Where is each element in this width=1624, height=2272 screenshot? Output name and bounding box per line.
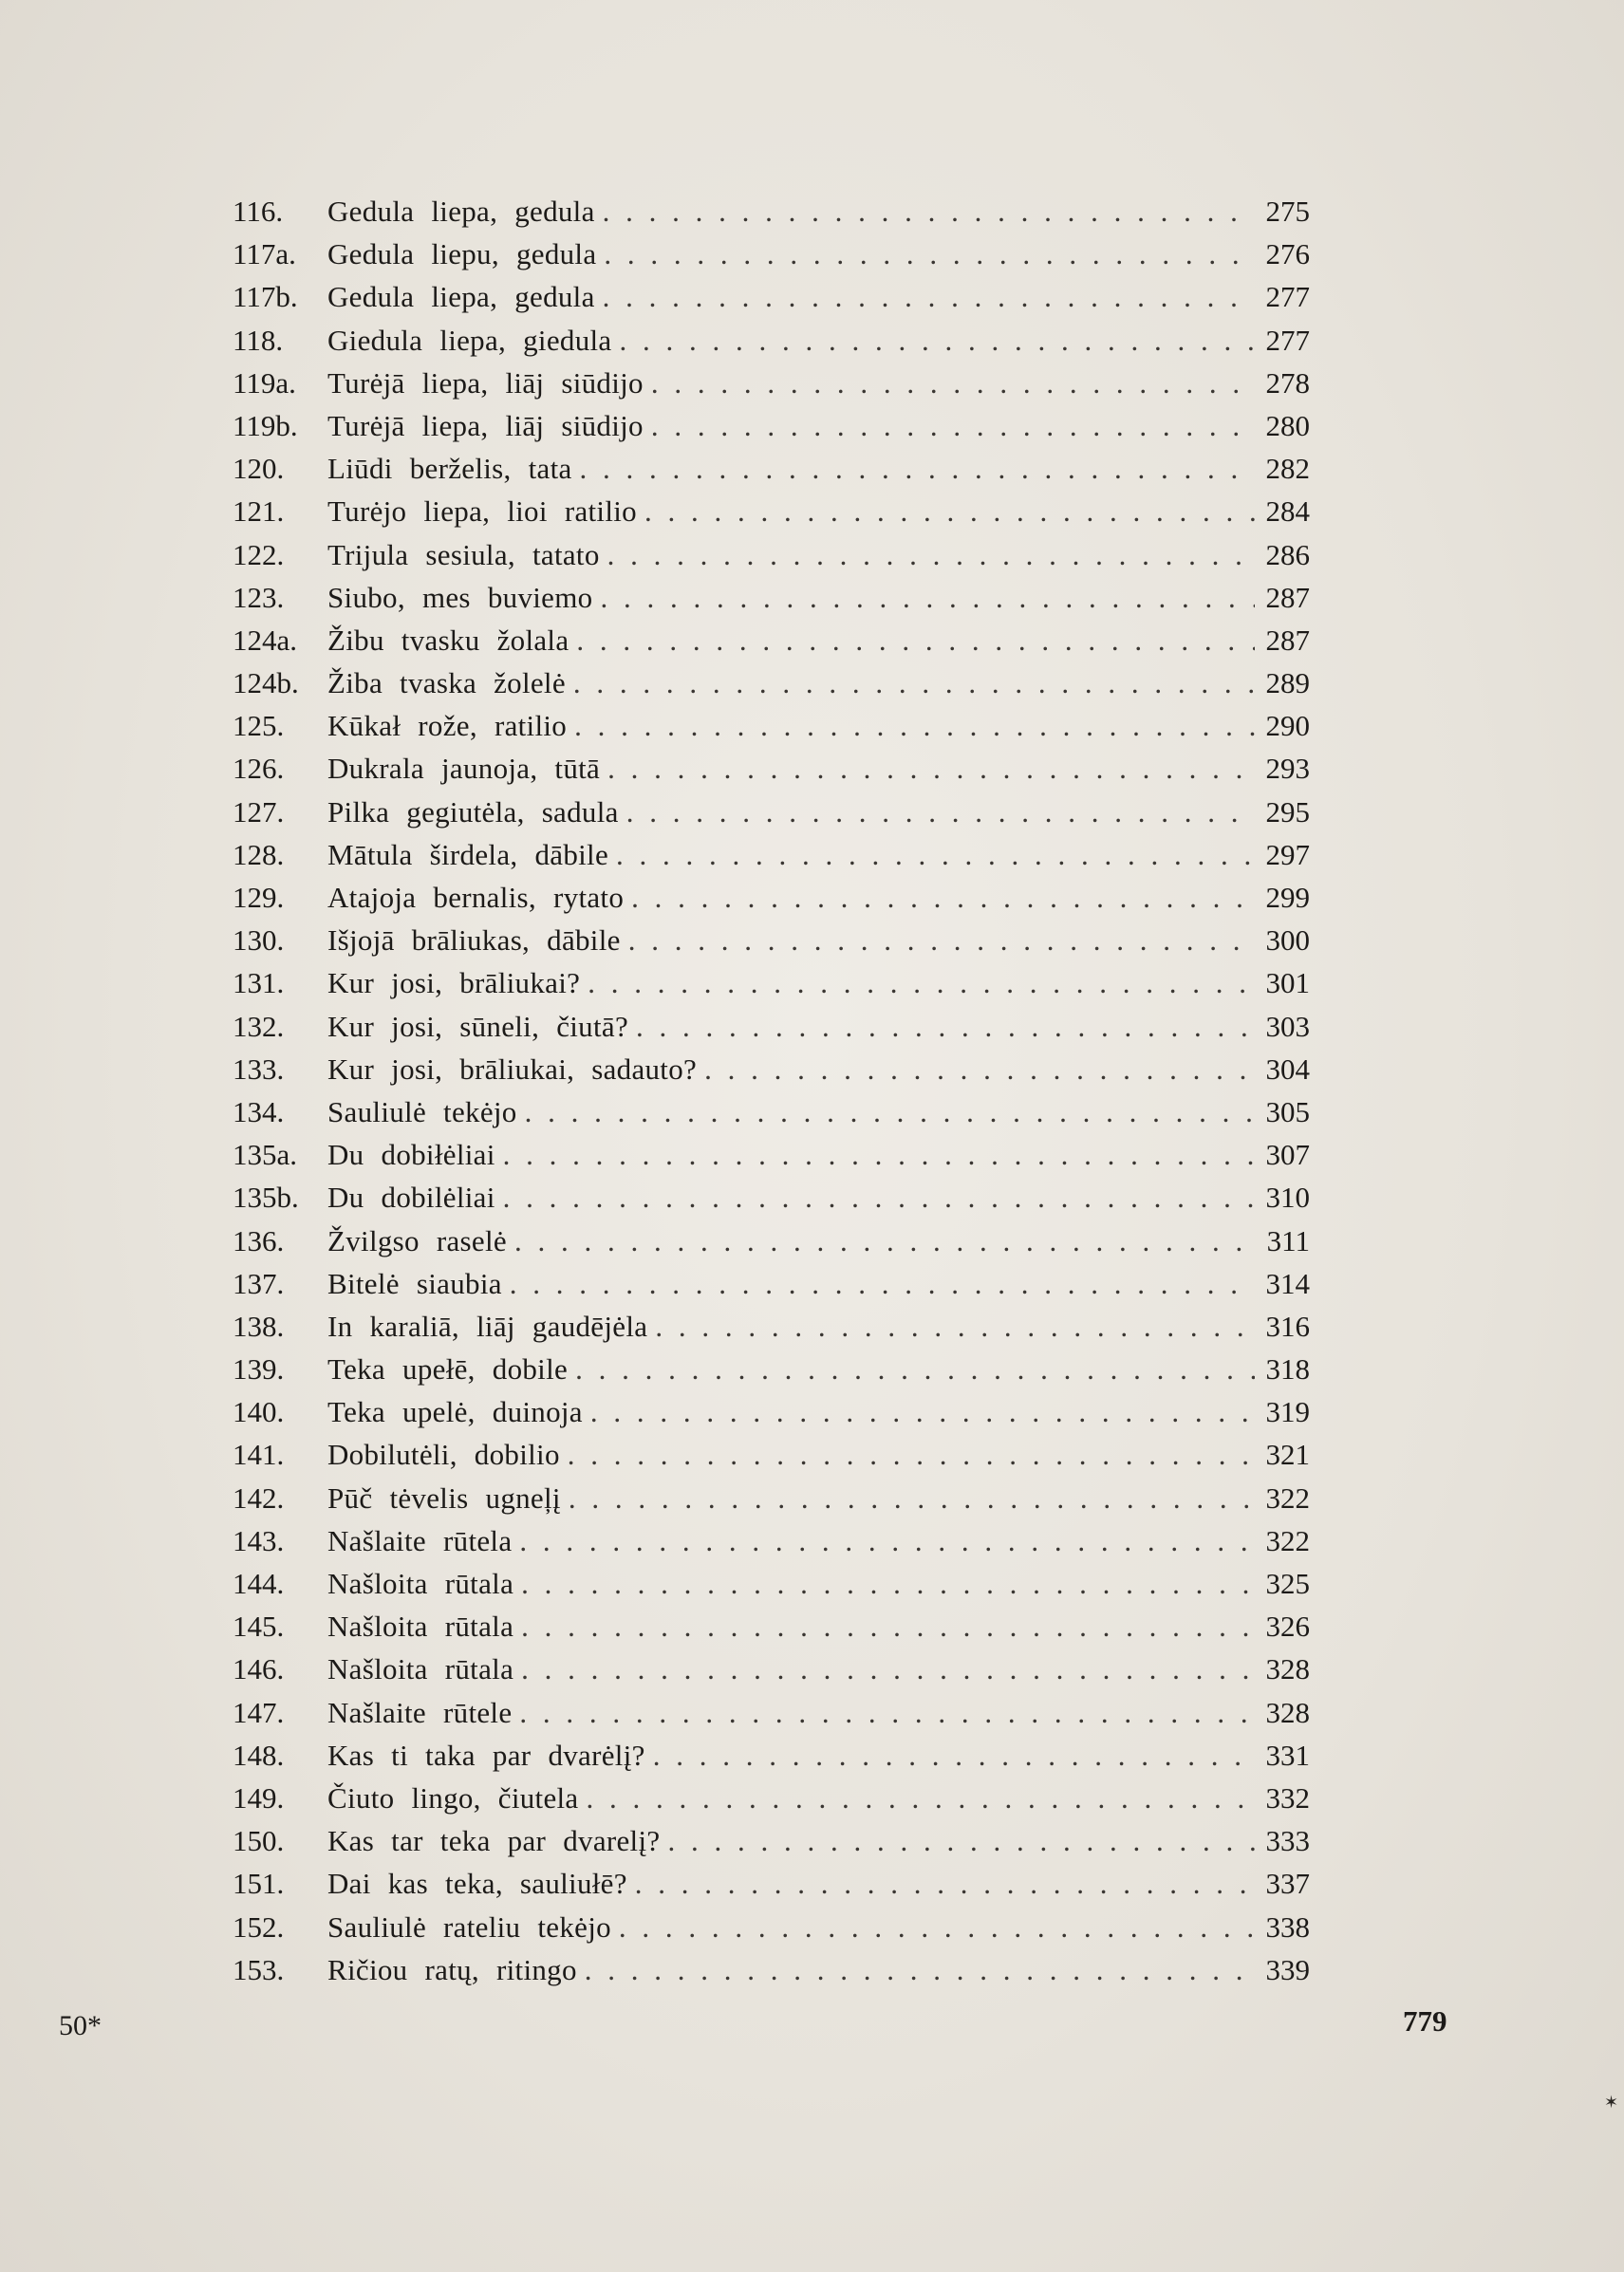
toc-entry [233, 704, 1310, 747]
dot-leader [619, 319, 1255, 362]
entry-number: 141. [233, 1438, 285, 1472]
entry-number: 138. [233, 1309, 285, 1343]
entry-number: 116. [233, 195, 284, 228]
entry-page-number: 300 [1265, 923, 1310, 958]
dot-leader [519, 1519, 1255, 1562]
toc-entry [233, 490, 1310, 532]
toc-entry [233, 1305, 1310, 1348]
entry-title: Gedula liepa, gedula [327, 280, 595, 314]
toc-entry [233, 1390, 1310, 1433]
entry-number: 134. [233, 1094, 285, 1128]
entry-page-number: 318 [1265, 1352, 1310, 1387]
dot-leader [655, 1305, 1255, 1348]
entry-page-number: 311 [1266, 1223, 1310, 1257]
entry-title: Kur josi, brāliukai, sadauto? [327, 1052, 698, 1086]
entry-title: Turėjo liepa, lioi ratilio [327, 494, 637, 529]
entry-page-number: 286 [1265, 537, 1310, 571]
entry-title: Kas tar teka par dvarelį? [327, 1824, 661, 1858]
toc-entry [233, 190, 1310, 233]
toc-entry [233, 1519, 1310, 1562]
entry-title: Du dobiłėliai [327, 1138, 495, 1172]
dot-leader [585, 1948, 1255, 1991]
dot-leader [704, 1048, 1255, 1090]
entry-number: 132. [233, 1009, 285, 1043]
entry-number: 135a. [233, 1138, 298, 1172]
toc-entry [233, 1605, 1310, 1648]
toc-entry [233, 961, 1310, 1004]
entry-page-number: 314 [1265, 1266, 1310, 1300]
entry-page-number: 325 [1265, 1567, 1310, 1600]
entry-page-number: 303 [1265, 1009, 1310, 1043]
entry-page-number: 328 [1265, 1695, 1310, 1729]
entry-number: 122. [233, 537, 285, 571]
dot-leader [631, 876, 1255, 919]
entry-number: 125. [233, 709, 285, 743]
entry-title: Turėjā liepa, liāj siūdijo [327, 408, 644, 442]
entry-number: 133. [233, 1052, 285, 1086]
signature-mark: 50* [59, 2010, 102, 2041]
entry-title: Turėjā liepa, liāj siūdijo [327, 365, 644, 400]
entry-page-number: 321 [1265, 1438, 1310, 1472]
toc-entry [233, 833, 1310, 876]
entry-title: Giedula liepa, giedula [327, 323, 612, 357]
entry-title: Kas ti taka par dvarėlį? [327, 1738, 645, 1772]
entry-title: Dukrala jaunoja, tūtā [327, 752, 601, 786]
entry-number: 149. [233, 1780, 285, 1815]
entry-page-number: 287 [1265, 623, 1310, 657]
toc-entry [233, 876, 1310, 919]
toc-entry [233, 791, 1310, 833]
entry-page-number: 277 [1265, 323, 1310, 357]
dot-leader [521, 1605, 1255, 1648]
toc-entry [233, 1433, 1310, 1476]
dot-leader [575, 1348, 1255, 1390]
dot-leader [521, 1562, 1255, 1605]
entry-page-number: 277 [1265, 280, 1310, 314]
dot-leader [569, 1477, 1255, 1519]
dot-leader [651, 362, 1255, 404]
entry-page-number: 332 [1265, 1780, 1310, 1815]
entry-number: 118. [233, 323, 284, 357]
entry-title: Pūč tėvelis ugneļį [327, 1481, 561, 1515]
entry-page-number: 326 [1265, 1610, 1310, 1644]
toc-entry [233, 1906, 1310, 1948]
entry-title: Našlaite rūtele [327, 1695, 513, 1729]
dot-leader [568, 1433, 1255, 1476]
entry-number: 119b. [233, 408, 298, 442]
entry-number: 120. [233, 452, 285, 486]
entry-number: 143. [233, 1523, 285, 1557]
entry-number: 135b. [233, 1181, 299, 1215]
entry-number: 117b. [233, 280, 298, 314]
entry-title: Žiba tvaska žolelė [327, 666, 566, 700]
toc-entry [233, 1691, 1310, 1734]
dot-leader [626, 791, 1255, 833]
entry-page-number: 275 [1265, 195, 1310, 228]
toc-entry [233, 233, 1310, 275]
entry-title: Sauliulė rateliu tekėjo [327, 1909, 611, 1944]
entry-number: 139. [233, 1352, 285, 1387]
entry-title: Žibu tvasku žolala [327, 623, 569, 657]
dot-leader [607, 747, 1255, 790]
toc-entry [233, 1777, 1310, 1819]
entry-page-number: 322 [1265, 1481, 1310, 1515]
toc-entry [233, 1862, 1310, 1905]
entry-page-number: 333 [1265, 1824, 1310, 1858]
toc-entry [233, 447, 1310, 490]
entry-page-number: 278 [1265, 365, 1310, 400]
entry-title: Mātula širdela, dābile [327, 837, 609, 871]
entry-page-number: 310 [1265, 1181, 1310, 1215]
entry-title: Bitelė siaubia [327, 1266, 502, 1300]
table-of-contents [233, 190, 1310, 1991]
toc-entry [233, 1948, 1310, 1991]
toc-entry [233, 533, 1310, 576]
toc-entry [233, 1734, 1310, 1777]
dot-leader [574, 704, 1255, 747]
dot-leader [503, 1133, 1255, 1176]
entry-page-number: 301 [1265, 966, 1310, 1000]
entry-number: 147. [233, 1695, 285, 1729]
toc-entry [233, 1648, 1310, 1690]
dot-leader [588, 961, 1255, 1004]
entry-title: In karaliā, liāj gaudējėla [327, 1309, 648, 1343]
entry-number: 131. [233, 966, 285, 1000]
entry-title: Siubo, mes buviemo [327, 580, 593, 614]
entry-number: 150. [233, 1824, 285, 1858]
entry-page-number: 290 [1265, 709, 1310, 743]
entry-title: Našloita rūtala [327, 1652, 514, 1686]
toc-entry [233, 1133, 1310, 1176]
dot-leader [635, 1862, 1255, 1905]
entry-number: 140. [233, 1395, 285, 1429]
entry-title: Dobilutėli, dobilio [327, 1438, 560, 1472]
toc-entry [233, 919, 1310, 961]
toc-entry [233, 362, 1310, 404]
entry-page-number: 305 [1265, 1094, 1310, 1128]
toc-entry [233, 1048, 1310, 1090]
entry-page-number: 304 [1265, 1052, 1310, 1086]
dot-leader [600, 576, 1255, 619]
entry-title: Išjojā brāliukas, dābile [327, 923, 621, 958]
entry-page-number: 316 [1265, 1309, 1310, 1343]
entry-page-number: 328 [1265, 1652, 1310, 1686]
entry-number: 136. [233, 1223, 285, 1257]
entry-page-number: 319 [1265, 1395, 1310, 1429]
dot-leader [510, 1262, 1255, 1305]
entry-page-number: 284 [1265, 494, 1310, 529]
dot-leader [616, 833, 1255, 876]
entry-number: 152. [233, 1909, 285, 1944]
toc-entry [233, 1220, 1310, 1262]
toc-entry [233, 404, 1310, 447]
dot-leader [590, 1390, 1255, 1433]
entry-number: 128. [233, 837, 285, 871]
entry-page-number: 287 [1265, 580, 1310, 614]
entry-page-number: 299 [1265, 881, 1310, 914]
dot-leader [607, 533, 1255, 576]
entry-page-number: 297 [1265, 837, 1310, 871]
entry-number: 129. [233, 881, 285, 914]
toc-entry [233, 661, 1310, 704]
entry-number: 151. [233, 1867, 285, 1901]
entry-number: 153. [233, 1952, 285, 1986]
entry-title: Du dobilėliai [327, 1181, 495, 1215]
entry-title: Našloita rūtala [327, 1610, 514, 1644]
toc-entry [233, 1477, 1310, 1519]
toc-entry [233, 576, 1310, 619]
entry-number: 127. [233, 794, 285, 829]
toc-entry [233, 1176, 1310, 1219]
dot-leader [525, 1090, 1255, 1133]
entry-title: Teka upelė, duinoja [327, 1395, 583, 1429]
dot-leader [519, 1691, 1255, 1734]
entry-page-number: 293 [1265, 752, 1310, 786]
dot-leader [603, 190, 1255, 233]
entry-title: Gedula liepa, gedula [327, 195, 595, 228]
toc-entry [233, 319, 1310, 362]
entry-page-number: 280 [1265, 408, 1310, 442]
entry-page-number: 338 [1265, 1909, 1310, 1944]
toc-entry [233, 1819, 1310, 1862]
entry-number: 124b. [233, 666, 299, 700]
entry-number: 119a. [233, 365, 296, 400]
entry-number: 137. [233, 1266, 285, 1300]
dot-leader [580, 447, 1255, 490]
entry-title: Našlaite rūtela [327, 1523, 513, 1557]
toc-entry [233, 275, 1310, 318]
entry-number: 123. [233, 580, 285, 614]
dot-leader [628, 919, 1255, 961]
entry-title: Našloita rūtala [327, 1567, 514, 1600]
entry-page-number: 276 [1265, 237, 1310, 271]
entry-number: 145. [233, 1610, 285, 1644]
entry-page-number: 339 [1265, 1952, 1310, 1986]
entry-number: 146. [233, 1652, 285, 1686]
entry-page-number: 295 [1265, 794, 1310, 829]
toc-entry [233, 619, 1310, 661]
entry-title: Teka upełē, dobile [327, 1352, 569, 1387]
entry-page-number: 331 [1265, 1738, 1310, 1772]
entry-number: 126. [233, 752, 285, 786]
entry-number: 142. [233, 1481, 285, 1515]
entry-title: Kur josi, brāliukai? [327, 966, 581, 1000]
entry-title: Pilka gegiutėla, sadula [327, 794, 619, 829]
entry-number: 117a. [233, 237, 296, 271]
dot-leader [514, 1220, 1255, 1262]
entry-title: Trijula sesiula, tatato [327, 537, 600, 571]
ink-speck-icon: ✶ [1604, 2093, 1619, 2112]
toc-entry [233, 1005, 1310, 1048]
entry-title: Atajoja bernalis, rytato [327, 881, 625, 914]
dot-leader [644, 490, 1255, 532]
dot-leader [521, 1648, 1255, 1690]
dot-leader [576, 619, 1255, 661]
dot-leader [603, 275, 1255, 318]
entry-number: 148. [233, 1738, 285, 1772]
dot-leader [573, 661, 1255, 704]
entry-title: Ričiou ratų, ritingo [327, 1952, 577, 1986]
dot-leader [604, 233, 1255, 275]
toc-entry [233, 1348, 1310, 1390]
dot-leader [503, 1176, 1255, 1219]
dot-leader [653, 1734, 1255, 1777]
entry-title: Čiuto lingo, čiutela [327, 1780, 579, 1815]
entry-page-number: 307 [1265, 1138, 1310, 1172]
entry-title: Kūkał rože, ratilio [327, 709, 568, 743]
dot-leader [667, 1819, 1255, 1862]
entry-title: Dai kas teka, sauliułē? [327, 1867, 627, 1901]
toc-entry [233, 1562, 1310, 1605]
entry-number: 121. [233, 494, 285, 529]
entry-page-number: 289 [1265, 666, 1310, 700]
entry-title: Žvilgso raselė [327, 1223, 507, 1257]
entry-title: Gedula liepu, gedula [327, 237, 597, 271]
toc-entry [233, 1262, 1310, 1305]
toc-entry [233, 1090, 1310, 1133]
entry-page-number: 322 [1265, 1523, 1310, 1557]
entry-number: 124a. [233, 623, 298, 657]
dot-leader [587, 1777, 1256, 1819]
entry-page-number: 337 [1265, 1867, 1310, 1901]
entry-number: 130. [233, 923, 285, 958]
entry-title: Liūdi berželis, tata [327, 452, 572, 486]
entry-number: 144. [233, 1567, 285, 1600]
dot-leader [651, 404, 1255, 447]
dot-leader [619, 1906, 1255, 1948]
entry-page-number: 282 [1265, 452, 1310, 486]
entry-title: Sauliulė tekėjo [327, 1094, 517, 1128]
dot-leader [636, 1005, 1255, 1048]
entry-title: Kur josi, sūneli, čiutā? [327, 1009, 629, 1043]
toc-entry [233, 747, 1310, 790]
page-number: 779 [1403, 2004, 1447, 2038]
